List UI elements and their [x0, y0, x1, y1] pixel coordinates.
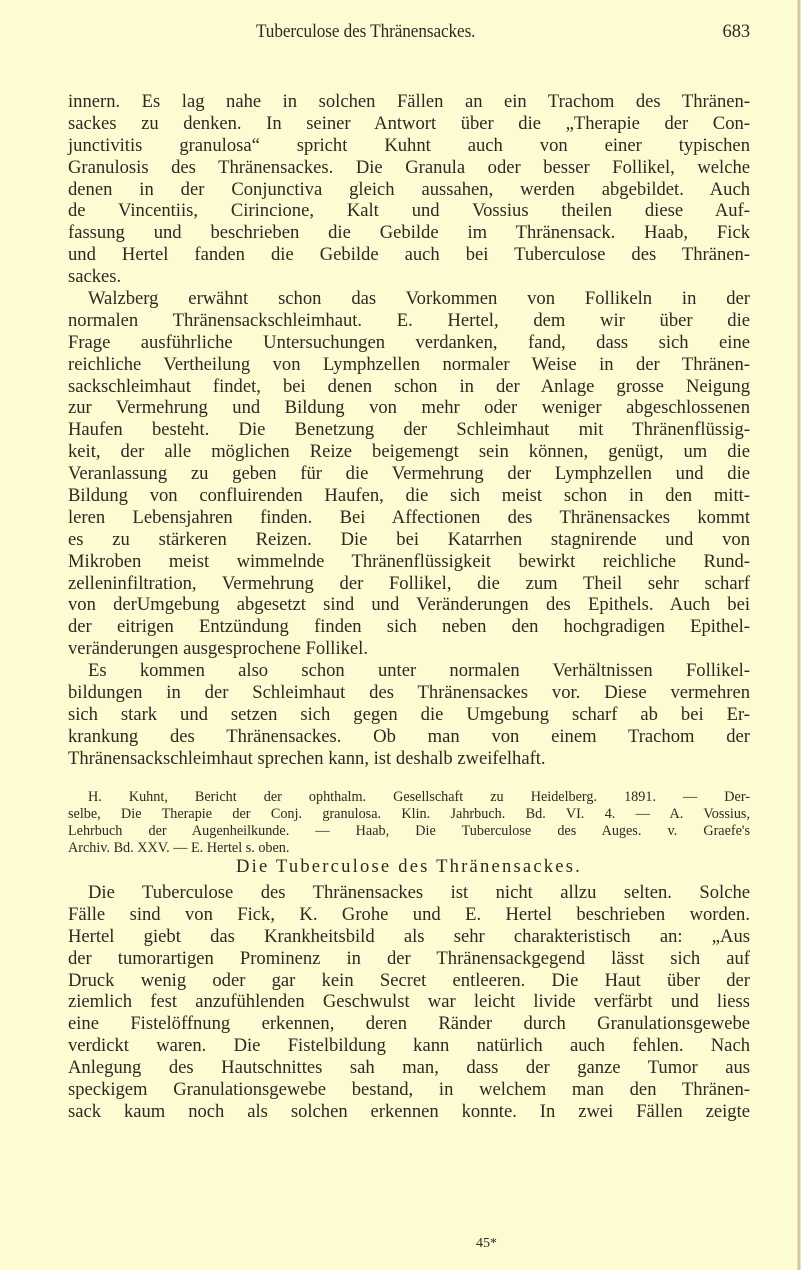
footnote-line: Archiv. Bd. XXV. — E. Hertel s. oben.: [68, 840, 290, 856]
text-line: Hertel giebt das Krankheitsbild als sehr charakteristisch an: „Aus: [68, 925, 750, 947]
text-line: de Vincentiis, Cirincione, Kalt und Vossius theilen diese Auf-: [68, 200, 750, 222]
text-line: es zu stärkeren Reizen. Die bei Katarrhen stagnirende und von: [68, 528, 750, 550]
text-line: keit, der alle möglichen Reize beigemengt sein können, genügt, um die: [68, 441, 750, 463]
text-line: reichliche Vertheilung von Lymphzellen normaler Weise in der Thränen-: [68, 353, 750, 375]
page-edge: [797, 0, 801, 1270]
text-line: sich stark und setzen sich gegen die Umgebung scharf ab bei Er-: [68, 703, 750, 725]
text-line: zelleninfiltration, Vermehrung der Follikel, die zum Theil sehr scharf: [68, 572, 750, 594]
text-line: Mikroben meist wimmelnde Thränenflüssigkeit bewirkt reichliche Rund-: [68, 550, 750, 572]
text-line: leren Lebensjahren finden. Bei Affectionen des Thränensackes kommt: [68, 506, 750, 528]
text-line: Fälle sind von Fick, K. Grohe und E. Hertel beschrieben worden.: [68, 903, 750, 925]
text-line: speckigem Granulationsgewebe bestand, in welchem man den Thränen-: [68, 1079, 750, 1101]
text-line: Die Tuberculose des Thränensackes ist nicht allzu selten. Solche: [88, 882, 750, 903]
text-line: sackes.: [68, 266, 122, 288]
text-line: Bildung von confluirenden Haufen, die sich meist schon in den mitt-: [68, 485, 750, 507]
text-line: der tumorartigen Prominenz in der Thränensackgegend lässt sich auf: [68, 947, 750, 969]
text-line: Haufen besteht. Die Benetzung der Schleimhaut mit Thränenflüssig-: [68, 419, 750, 441]
text-line: zur Vermehrung und Bildung von mehr oder weniger abgeschlossenen: [68, 397, 750, 419]
footnote-line: Lehrbuch der Augenheilkunde. — Haab, Die Tuberculose des Auges. v. Graefe's: [68, 823, 750, 839]
text-line: Granulosis des Thränensackes. Die Granula oder besser Follikel, welche: [68, 156, 750, 178]
text-line: von derUmgebung abgesetzt sind und Veränderungen des Epithels. Auch bei: [68, 594, 750, 616]
section-1-body: [68, 91, 750, 770]
section-heading: Die Tuberculose des Thränensackes.: [235, 856, 583, 877]
footnote-line: H. Kuhnt, Bericht der ophthalm. Gesellschaft zu Heidelberg. 1891. — Der-: [88, 789, 750, 805]
text-line: und Hertel fanden die Gebilde auch bei Tuberculose des Thränen-: [68, 244, 750, 266]
section-2-body: [68, 882, 750, 1123]
text-line: Walzberg erwähnt schon das Vorkommen von Follikeln in der: [88, 288, 750, 310]
text-line: ziemlich fest anzufühlenden Geschwulst war leicht livide verfärbt und liess: [68, 991, 750, 1013]
text-line: fassung und beschrieben die Gebilde im Thränensack. Haab, Fick: [68, 222, 750, 244]
text-line: Thränensackschleimhaut sprechen kann, ist deshalb zweifelhaft.: [68, 747, 546, 769]
text-line: denen in der Conjunctiva gleich aussahen, werden abgebildet. Auch: [68, 178, 750, 200]
text-line: eine Fistelöffnung erkennen, deren Ränder durch Granulationsgewebe: [68, 1013, 750, 1035]
footnote-line: selbe, Die Therapie der Conj. granulosa. Klin. Jahrbuch. Bd. VI. 4. — A. Vossius,: [68, 806, 750, 822]
running-head: [68, 22, 750, 46]
text-line: verdickt waren. Die Fistelbildung kann natürlich auch fehlen. Nach: [68, 1035, 750, 1057]
text-line: sackes zu denken. In seiner Antwort über die „Therapie der Con-: [68, 112, 750, 134]
text-line: Es kommen also schon unter normalen Verhältnissen Follikel-: [88, 660, 750, 682]
text-line: Druck wenig oder gar kein Secret entleeren. Die Haut über der: [68, 969, 750, 991]
text-line: innern. Es lag nahe in solchen Fällen an ein Trachom des Thränen-: [68, 91, 750, 112]
text-line: der eitrigen Entzündung finden sich neben den hochgradigen Epithel-: [68, 616, 750, 638]
page-number: 683: [722, 22, 750, 42]
text-line: Frage ausführliche Untersuchungen verdanken, fand, dass sich eine: [68, 331, 750, 353]
text-line: sackschleimhaut findet, bei denen schon in der Anlage grosse Neigung: [68, 375, 750, 397]
text-line: sack kaum noch als solchen erkennen konnte. In zwei Fällen zeigte: [68, 1100, 750, 1122]
text-line: bildungen in der Schleimhaut des Thränensackes vor. Diese vermehren: [68, 682, 750, 704]
running-title: Tuberculose des Thränensackes.: [256, 22, 476, 42]
text-line: veränderungen ausgesprochene Follikel.: [68, 638, 368, 660]
text-line: Veranlassung zu geben für die Vermehrung der Lymphzellen und die: [68, 463, 750, 485]
signature-mark: 45*: [476, 1236, 497, 1251]
footnote-references: [68, 789, 750, 857]
text-line: normalen Thränensackschleimhaut. E. Hertel, dem wir über die: [68, 309, 750, 331]
text-line: krankung des Thränensackes. Ob man von einem Trachom der: [68, 725, 750, 747]
text-line: Anlegung des Hautschnittes sah man, dass der ganze Tumor aus: [68, 1057, 750, 1079]
text-line: junctivitis granulosa“ spricht Kuhnt auch von einer typischen: [68, 134, 750, 156]
